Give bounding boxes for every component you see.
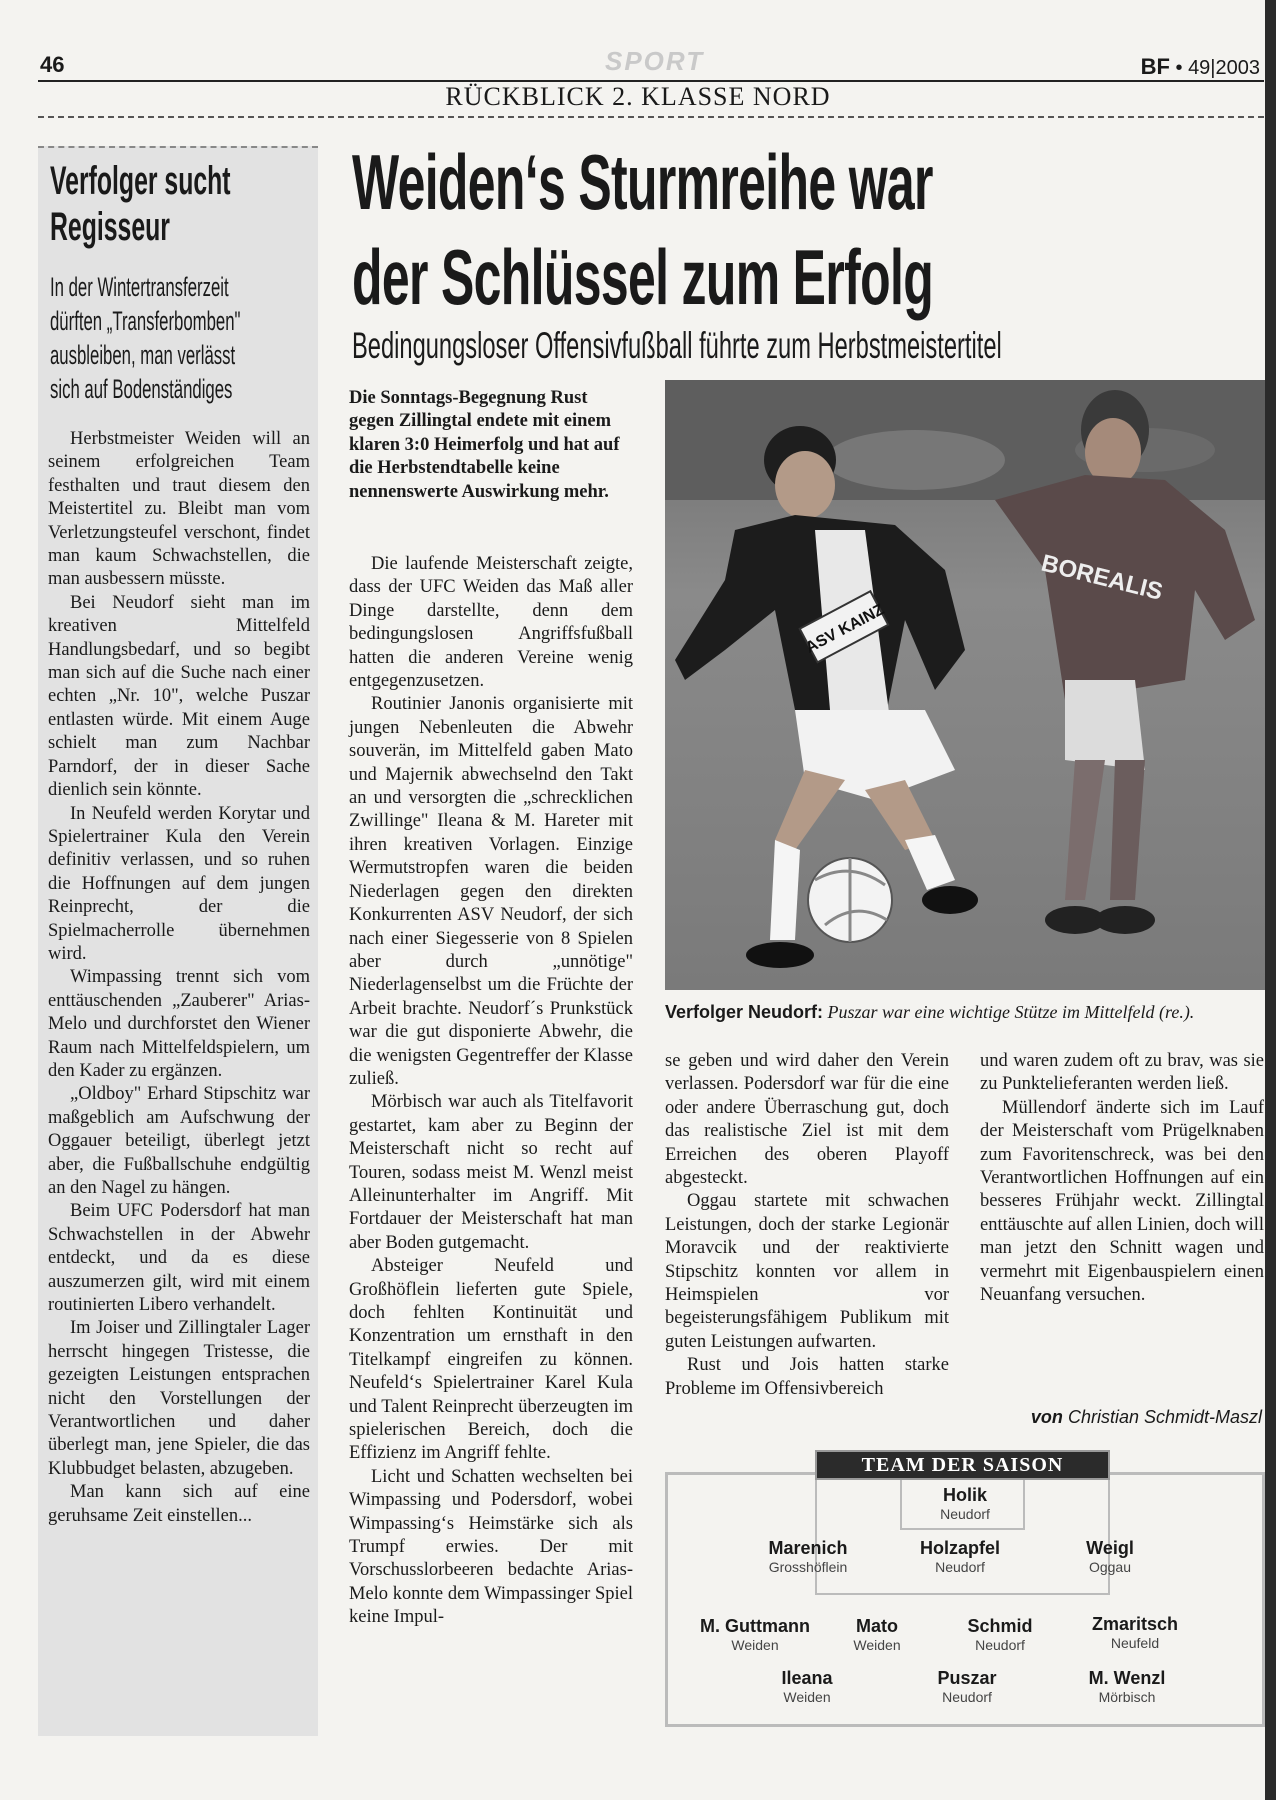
player-name: Zmaritsch <box>1091 1614 1179 1634</box>
player-entry <box>1057 1667 1197 1706</box>
dashed-rule <box>38 116 1264 118</box>
sidebar-paragraph: Man kann sich auf eine geruhsame Zeit einstellen... <box>48 1482 310 1526</box>
sidebar-paragraph: „Oldboy" Erhard Stipschitz war maßgeblich am Aufschwung der Oggauer beteiligt, überlegt jetzt aber, die Fußballschuhe endgültig an den Nagel zu hängen. <box>48 1084 310 1198</box>
player-name: M. Wenzl <box>1088 1668 1166 1688</box>
player-name: Puszar <box>937 1668 997 1688</box>
article-column-3 <box>980 1050 1264 1307</box>
brand-label: BF <box>1140 54 1170 79</box>
player-name: M. Guttmann <box>700 1616 810 1636</box>
sidebar-paragraph: Beim UFC Podersdorf hat man Schwachstellen in der Abwehr entdeckt, und da es diese auszumerzen gilt, wird mit einem routinierten Libero verhandelt. <box>48 1201 310 1316</box>
headline-line: der Schlüssel zum Erfolg <box>352 233 934 321</box>
author-prefix: von <box>1030 1407 1063 1427</box>
sidebar-paragraph: In Neufeld werden Korytar und Spielertrainer Kula den Verein definitiv verlassen, und so ruhen die Hoffnungen auf dem jungen Reinprecht, der die Spielmacherrolle übernehmen wird. <box>48 803 310 964</box>
player-club: Weiden <box>783 1689 831 1705</box>
headline-line: Weiden‘s Sturmreihe war <box>352 138 933 226</box>
page-number: 46 <box>40 52 65 77</box>
sidebar-paragraph: Herbstmeister Weiden will an seinem erfolgreichen Team festhalten und traut diesem den Meistertitel zu. Bleibt man vom Verletzungsteufel verschont, findet man kaum Schwachstellen, die man ausbessern müsste. <box>48 429 310 590</box>
player-entry <box>930 1615 1070 1654</box>
jersey-left-text: ASV KAINZ <box>803 601 888 657</box>
article-paragraph: Routinier Janonis organisierte mit jungen Nebenleuten die Abwehr souverän, im Mittelfeld gaben Mato und Majernik abwechselnd den Takt an und versorgten die „schrecklichen Zwillinge" Ileana & M. Hareter mit ihren kreativen Vorlagen. Einzige Wermutstropfen waren die beiden Niederlagen gegen den direkten Konkurrenten ASV Neudorf, der sich nach einer Siegesserie von 8 Spielen aber durch „unnötige" Niederlagenselbst um die Früchte der Arbeit brachte. Neudorf´s Prunkstück war die gut disponierte Abwehr, die die wenigsten Gegentreffer der Klasse zuließ. <box>349 694 633 1089</box>
sidebar-paragraph: Wimpassing trennt sich vom enttäuschenden „Zauberer" Arias-Melo und durchforstet den Wiener Raum nach Mittelfeldspielern, um den Kader zu ergänzen. <box>48 967 310 1081</box>
player-club: Neudorf <box>942 1689 992 1705</box>
lead-paragraph: Die Sonntags-Begegnung Rust gegen Zillingtal endete mit einem klaren 3:0 Heimerfolg und hat auf die Herbstendtabelle keine nennenswerte Auswirkung mehr. <box>349 388 620 502</box>
football-icon <box>808 858 892 942</box>
issue-info: BF • 49|2003 <box>1140 54 1260 79</box>
author-byline <box>1031 1407 1262 1428</box>
author-name: Christian Schmidt-Maszl <box>1067 1407 1262 1427</box>
player-club: Neudorf <box>935 1559 985 1575</box>
sidebar-title-line: Verfolger sucht <box>50 159 231 203</box>
match-photo <box>665 380 1265 990</box>
rubric: RÜCKBLICK 2. KLASSE NORD <box>445 82 831 111</box>
sidebar-title-line: Regisseur <box>50 205 170 249</box>
player-entry <box>738 1537 878 1576</box>
caption-label: Verfolger Neudorf: <box>665 1002 824 1022</box>
article-paragraph: Mörbisch war auch als Titelfavorit gestartet, kam aber zu Beginn der Meisterschaft nicht so recht auf Touren, sodass meist M. Wenzl meist Alleinunterhalter im Angriff. Mit Fortdauer der Meisterschaft hat man aber Boden gutgemacht. <box>349 1092 633 1253</box>
sidebar-subtitle-line: ausbleiben, man verlässt <box>50 340 236 370</box>
player-name: Weigl <box>1086 1538 1134 1558</box>
article-paragraph: Rust und Jois hatten starke Probleme im Offensivbereich <box>665 1355 949 1399</box>
jersey-right-text: BOREALIS <box>1038 549 1166 606</box>
player-club: Neufeld <box>1110 1635 1160 1651</box>
player-name: Holzapfel <box>919 1538 1000 1558</box>
sidebar-subtitle-line: sich auf Bodenständiges <box>50 374 233 404</box>
section-label: SPORT <box>605 46 705 76</box>
player-name: Marenich <box>768 1538 848 1558</box>
player-entry <box>897 1667 1037 1706</box>
sidebar-title <box>50 158 310 250</box>
player-club: Weiden <box>853 1637 901 1653</box>
headline <box>352 135 1267 325</box>
article-paragraph: Licht und Schatten wechselten bei Wimpassing und Podersdorf, wobei Wimpassing‘s Heimstärke sich als Trumpf erwies. Der mit Vorschusslorbeeren bedachte Arias-Melo konnte dem Wimpassinger Spiel keine Impul- <box>349 1466 633 1628</box>
article-paragraph: Müllendorf änderte sich im Lauf der Meisterschaft vom Prügelknaben zum Favoritenschreck, was bei den Verantwortlichen Hoffnungen auf ein besseres Frühjahr weckt. Zillingtal enttäuschte auf allen Linien, doch will man jetzt den Schnitt wagen und vermehrt mit Eigenbauspielern einen Neuanfang versuchen. <box>980 1097 1264 1306</box>
caption-text: Puszar war eine wichtige Stütze im Mittelfeld (re.). <box>827 1002 1195 1022</box>
player-entry <box>807 1615 947 1654</box>
player-entry <box>685 1615 825 1654</box>
sidebar-top-rule <box>38 146 318 148</box>
article-paragraph: Absteiger Neufeld und Großhöflein lieferten gute Spiele, doch fehlten Kontinuität und Konzentration um ernsthaft in den Titelkampf eingreifen zu können. Neufeld‘s Spielertrainer Karel Kula und Talent Reinprecht überzeugten im spielerischen Bereich, doch die Effizienz im Angriff fehlte. <box>349 1256 633 1464</box>
player-name: Mato <box>856 1616 898 1636</box>
player-club: Neudorf <box>940 1506 990 1522</box>
player-name: Schmid <box>967 1616 1033 1636</box>
football-players-illustration <box>665 380 1265 990</box>
subheadline: Bedingungsloser Offensivfußball führte zum Herbstmeistertitel <box>352 325 1002 366</box>
scan-edge <box>1265 0 1276 1800</box>
article-paragraph: se geben und wird daher den Verein verlassen. Podersdorf war für die eine oder andere Überraschung gut, doch das realistische Ziel ist mit dem Erreichen des oberen Playoff abgesteckt. <box>665 1051 949 1189</box>
player-entry <box>737 1667 877 1706</box>
player-entry <box>1040 1537 1180 1576</box>
article-column-1 <box>349 553 633 1630</box>
sidebar-subtitle-line: In der Wintertransferzeit <box>50 272 229 302</box>
sidebar-paragraph: Im Joiser und Zillingtaler Lager herrscht hingegen Tristesse, die gezeigten Leistungen entsprachen nicht den Vorstellungen der Verantwortlichen und daher überlegt man, jene Spieler, die das Klubbudget belasten, abzugeben. <box>48 1318 310 1479</box>
issue-number: 49|2003 <box>1188 57 1260 79</box>
player-club: Oggau <box>1088 1559 1132 1575</box>
player-club: Weiden <box>731 1637 779 1653</box>
photo-caption <box>665 1002 1275 1023</box>
article-paragraph: Oggau startete mit schwachen Leistungen, doch der starke Legionär Moravcik und der reaktivierte Stipschitz konnten vor allem in Heimspielen vor begeisterungsfähigem Publikum mit guten Leistungen aufwarten. <box>665 1191 949 1352</box>
sidebar-body <box>48 428 310 1528</box>
article-column-2 <box>665 1050 949 1401</box>
player-entry <box>895 1484 1035 1523</box>
player-entry <box>1065 1613 1205 1652</box>
sidebar-subtitle-line: dürften „Transferbomben" <box>50 306 241 336</box>
team-of-season-title: TEAM DER SAISON <box>815 1450 1110 1480</box>
sidebar-paragraph: Bei Neudorf sieht man im kreativen Mittelfeld Handlungsbedarf, und so begibt man sich auf die Suche nach einer echten „Nr. 10", welche Puszar entlasten würde. Mit einem Auge schielt man zum Nachbar Parndorf, der in dieser Sache dienlich sein könnte. <box>48 592 310 801</box>
player-entry <box>890 1537 1030 1576</box>
article-paragraph: und waren zudem oft zu brav, was sie zu Punktelieferanten werden ließ. <box>980 1051 1264 1095</box>
player-name: Holik <box>942 1485 987 1505</box>
article-paragraph: Die laufende Meisterschaft zeigte, dass der UFC Weiden das Maß aller Dinge darstellte, denn dem bedingungslosen Angriffsfußball hatten die anderen Vereine wenig entgegenzusetzen. <box>349 554 633 692</box>
player-club: Mörbisch <box>1098 1689 1156 1705</box>
player-club: Neudorf <box>975 1637 1025 1653</box>
player-club: Grosshöflein <box>768 1559 848 1575</box>
player-name: Ileana <box>781 1668 833 1688</box>
sidebar-subtitle <box>50 270 298 406</box>
